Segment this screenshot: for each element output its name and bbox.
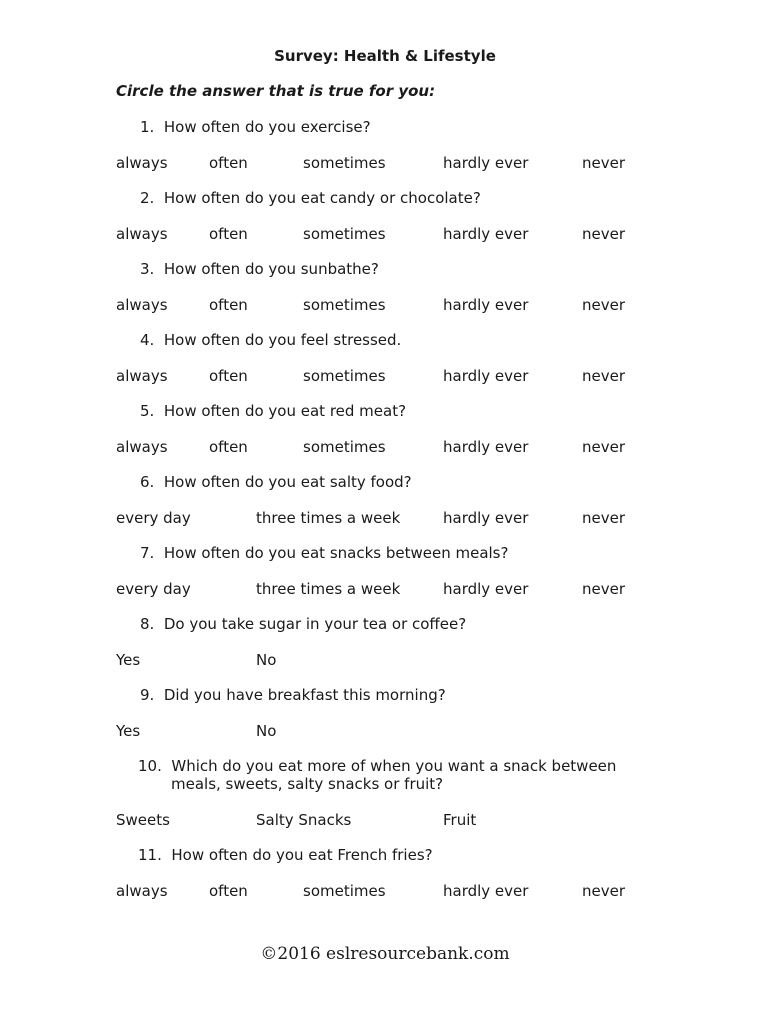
question-5 bbox=[140, 402, 406, 420]
answer-option[interactable]: always bbox=[116, 154, 168, 172]
answer-option[interactable]: hardly ever bbox=[443, 882, 529, 900]
question-text-continued: meals, sweets, salty snacks or fruit? bbox=[171, 775, 444, 793]
answer-option[interactable]: hardly ever bbox=[443, 367, 529, 385]
answer-option[interactable]: always bbox=[116, 882, 168, 900]
answer-option[interactable]: always bbox=[116, 225, 168, 243]
answer-option[interactable]: sometimes bbox=[303, 154, 386, 172]
question-number: 10. bbox=[138, 757, 167, 775]
question-text: Do you take sugar in your tea or coffee? bbox=[163, 615, 467, 633]
page-title: Survey: Health & Lifestyle bbox=[274, 47, 496, 65]
question-4 bbox=[140, 331, 401, 349]
question-text: How often do you eat snacks between meals? bbox=[163, 544, 509, 562]
answer-option[interactable]: three times a week bbox=[256, 580, 401, 598]
question-number: 5. bbox=[140, 402, 160, 420]
answer-option[interactable]: hardly ever bbox=[443, 296, 529, 314]
question-text: Did you have breakfast this morning? bbox=[163, 686, 446, 704]
answer-option[interactable]: never bbox=[582, 225, 626, 243]
answer-option[interactable]: never bbox=[582, 438, 626, 456]
question-10 bbox=[138, 757, 616, 793]
question-text: How often do you eat red meat? bbox=[163, 402, 407, 420]
answer-option[interactable]: always bbox=[116, 296, 168, 314]
question-number: 9. bbox=[140, 686, 160, 704]
answer-option[interactable]: hardly ever bbox=[443, 580, 529, 598]
question-number: 8. bbox=[140, 615, 160, 633]
question-number: 3. bbox=[140, 260, 160, 278]
answer-option[interactable]: Fruit bbox=[443, 811, 477, 829]
question-text: How often do you exercise? bbox=[163, 118, 371, 136]
answer-option[interactable]: Yes bbox=[116, 722, 141, 740]
answer-option[interactable]: three times a week bbox=[256, 509, 401, 527]
question-11 bbox=[138, 846, 433, 864]
copyright-footer: ©2016 eslresourcebank.com bbox=[260, 944, 510, 964]
answer-option[interactable]: No bbox=[256, 651, 277, 669]
answer-option[interactable]: sometimes bbox=[303, 367, 386, 385]
answer-option[interactable]: Yes bbox=[116, 651, 141, 669]
question-6 bbox=[140, 473, 412, 491]
answer-option[interactable]: never bbox=[582, 296, 626, 314]
question-8 bbox=[140, 615, 466, 633]
answer-option[interactable]: never bbox=[582, 580, 626, 598]
question-2 bbox=[140, 189, 481, 207]
question-number: 6. bbox=[140, 473, 160, 491]
question-3 bbox=[140, 260, 379, 278]
question-number: 11. bbox=[138, 846, 167, 864]
answer-option[interactable]: sometimes bbox=[303, 438, 386, 456]
answer-option[interactable]: hardly ever bbox=[443, 225, 529, 243]
question-9 bbox=[140, 686, 446, 704]
question-text: How often do you eat salty food? bbox=[163, 473, 412, 491]
question-text: How often do you eat French fries? bbox=[171, 846, 433, 864]
answer-option[interactable]: never bbox=[582, 154, 626, 172]
answer-option[interactable]: never bbox=[582, 509, 626, 527]
answer-option[interactable]: No bbox=[256, 722, 277, 740]
question-7 bbox=[140, 544, 508, 562]
answer-option[interactable]: always bbox=[116, 367, 168, 385]
answer-option[interactable]: often bbox=[209, 225, 248, 243]
question-number: 1. bbox=[140, 118, 160, 136]
answer-option[interactable]: sometimes bbox=[303, 296, 386, 314]
question-text: How often do you feel stressed. bbox=[163, 331, 402, 349]
answer-option[interactable]: hardly ever bbox=[443, 509, 529, 527]
question-number: 7. bbox=[140, 544, 160, 562]
answer-option[interactable]: always bbox=[116, 438, 168, 456]
answer-option[interactable]: never bbox=[582, 882, 626, 900]
answer-option[interactable]: often bbox=[209, 438, 248, 456]
answer-option[interactable]: often bbox=[209, 367, 248, 385]
answer-option[interactable]: every day bbox=[116, 509, 191, 527]
answer-option[interactable]: sometimes bbox=[303, 882, 386, 900]
question-1 bbox=[140, 118, 371, 136]
question-number: 4. bbox=[140, 331, 160, 349]
answer-option[interactable]: Salty Snacks bbox=[256, 811, 352, 829]
question-text: How often do you sunbathe? bbox=[163, 260, 379, 278]
answer-option[interactable]: often bbox=[209, 296, 248, 314]
answer-option[interactable]: sometimes bbox=[303, 225, 386, 243]
answer-option[interactable]: often bbox=[209, 882, 248, 900]
question-text: How often do you eat candy or chocolate? bbox=[163, 189, 481, 207]
question-text: Which do you eat more of when you want a snack between bbox=[171, 757, 617, 775]
answer-option[interactable]: hardly ever bbox=[443, 438, 529, 456]
answer-option[interactable]: often bbox=[209, 154, 248, 172]
answer-option[interactable]: every day bbox=[116, 580, 191, 598]
answer-option[interactable]: hardly ever bbox=[443, 154, 529, 172]
answer-option[interactable]: never bbox=[582, 367, 626, 385]
question-number: 2. bbox=[140, 189, 160, 207]
instruction: Circle the answer that is true for you: bbox=[116, 82, 436, 100]
answer-option[interactable]: Sweets bbox=[116, 811, 170, 829]
